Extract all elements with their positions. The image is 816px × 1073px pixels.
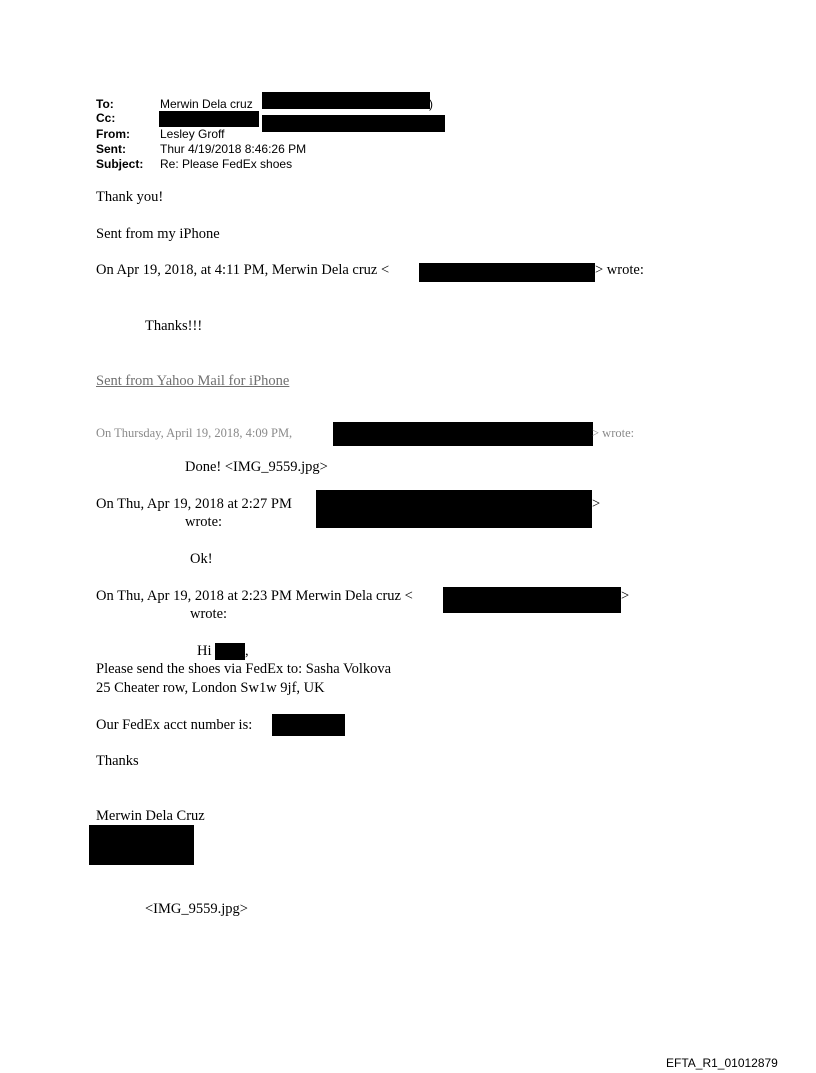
to-close-paren: ): [429, 97, 433, 111]
to-label: To:: [96, 97, 114, 111]
subject-label: Subject:: [96, 157, 144, 171]
done-line: Done! <IMG_9559.jpg>: [185, 459, 328, 475]
thank-you-text: Thank you!: [96, 189, 164, 205]
redaction-cc-2: [262, 115, 445, 132]
redaction-quote2-sender: [333, 422, 593, 446]
greeting-comma: ,: [245, 643, 249, 659]
redaction-fedex-acct: [272, 714, 345, 736]
from-value: Lesley Groff: [160, 127, 225, 141]
quote2-attribution: On Thursday, April 19, 2018, 4:09 PM,: [96, 426, 293, 440]
yahoo-signature-link[interactable]: Sent from Yahoo Mail for iPhone: [96, 373, 290, 389]
redaction-to-email: [262, 92, 430, 109]
thanks-reply-text: Thanks!!!: [145, 318, 203, 334]
to-value: Merwin Dela cruz: [160, 97, 253, 111]
greeting-hi: Hi: [197, 643, 212, 659]
redaction-quote4-email: [443, 587, 621, 613]
ok-line: Ok!: [190, 551, 213, 567]
quote2-wrote: > wrote:: [592, 426, 635, 440]
request-line-2: 25 Cheater row, London Sw1w 9jf, UK: [96, 680, 325, 696]
subject-value: Re: Please FedEx shoes: [160, 157, 293, 171]
from-label: From:: [96, 127, 130, 141]
redaction-cc-1: [159, 111, 259, 127]
sent-label: Sent:: [96, 142, 126, 156]
redaction-greeting-name: [215, 643, 245, 660]
document-id: EFTA_R1_01012879: [666, 1056, 778, 1070]
quote4-bracket: >: [621, 588, 630, 604]
redaction-quote3-sender: [316, 490, 592, 528]
quote3-attribution: On Thu, Apr 19, 2018 at 2:27 PM: [96, 496, 292, 512]
quote3-wrote: wrote:: [185, 514, 223, 530]
thanks-text: Thanks: [96, 753, 139, 769]
sent-from-iphone-text: Sent from my iPhone: [96, 226, 220, 242]
redaction-quote1-email: [419, 263, 595, 282]
signature-name: Merwin Dela Cruz: [96, 808, 205, 824]
request-line-1: Please send the shoes via FedEx to: Sasha Volkova: [96, 661, 392, 677]
redaction-signature-block: [89, 825, 194, 865]
quote4-attribution: On Thu, Apr 19, 2018 at 2:23 PM Merwin Dela cruz <: [96, 588, 413, 604]
cc-label: Cc:: [96, 111, 116, 125]
attachment-reference: <IMG_9559.jpg>: [145, 901, 248, 917]
quote1-wrote: > wrote:: [595, 262, 644, 278]
fedex-acct-text: Our FedEx acct number is:: [96, 717, 253, 733]
quote1-attribution: On Apr 19, 2018, at 4:11 PM, Merwin Dela cruz <: [96, 262, 390, 278]
sent-value: Thur 4/19/2018 8:46:26 PM: [160, 142, 307, 156]
quote4-wrote: wrote:: [190, 606, 228, 622]
quote3-bracket: >: [592, 496, 601, 512]
